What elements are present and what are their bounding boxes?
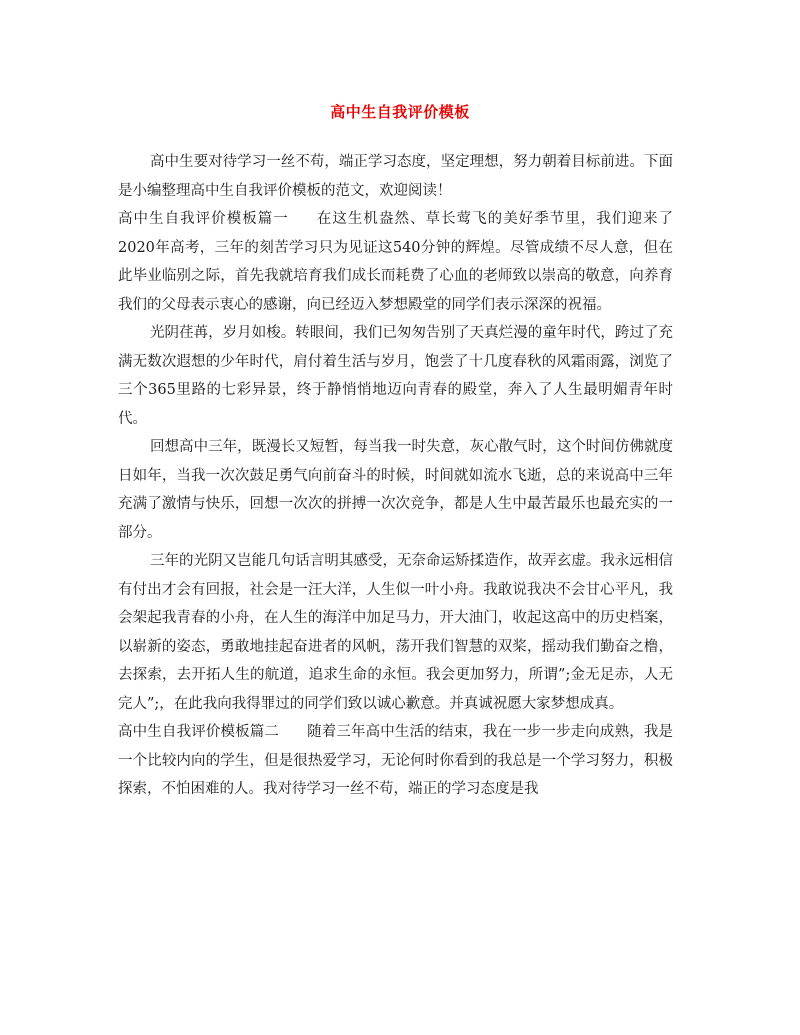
paragraph-4: 三年的光阴又岂能几句话言明其感受，无奈命运矫揉造作，故弄玄虚。我永远相信有付出才会有回报，社会是一汪大洋，人生似一叶小舟。我敢说我决不会甘心平凡，我会架起我青春的小舟，在人生的海洋中加足马力，开大油门，收起这高中的历史档案，以崭新的姿态，勇敢地挂起奋进者的风帆，荡开我们智慧的双桨，摇动我们勤奋之橹，去探索，去开拓人生的航道，追求生命的永恒。我会更加努力，所谓”;金无足赤，人无完人”;，在此我向我得罪过的同学们致以诚心歉意。并真诚祝愿大家梦想成真。	[118, 553, 673, 712]
document-body	[118, 148, 673, 804]
section-1-paragraph	[118, 205, 673, 319]
section-1-text: 在这生机盎然、草长莺飞的美好季节里，我们迎来了2020年高考，三年的刻苦学习只为见证这540分钟的辉煌。尽管成绩不尽人意，但在此毕业临别之际，首先我就培育我们成长而耗费了心血的老师致以崇高的敬意，向养育我们的父母表示衷心的感谢，向已经迈入梦想殿堂的同学们表示深深的祝福。	[118, 211, 674, 313]
paragraph-3: 回想高中三年，既漫长又短暂，每当我一时失意，灰心散气时，这个时间仿佛就度日如年，当我一次次鼓足勇气向前奋斗的时候，时间就如流水飞逝，总的来说高中三年充满了激情与快乐，回想一次次的拼搏一次次竞争，都是人生中最苦最乐也最充实的一部分。	[118, 439, 673, 541]
section-1-label: 高中生自我评价模板篇一	[118, 211, 289, 227]
section-2-text: 随着三年高中生活的结束，我在一步一步走向成熟，我是一个比较内向的学生，但是很热爱学习，无论何时你看到的我总是一个学习努力，积极探索，不怕困难的人。我对待学习一丝不苟，端正的学习态度是我	[118, 724, 674, 797]
document-title: 高中生自我评价模板	[330, 103, 470, 121]
intro-paragraph: 高中生要对待学习一丝不苟，端正学习态度，坚定理想，努力朝着目标前进。下面是小编整理高中生自我评价模板的范文，欢迎阅读！	[118, 154, 673, 199]
section-2-paragraph	[118, 718, 673, 804]
paragraph-2: 光阴荏苒，岁月如梭。转眼间，我们已匆匆告别了天真烂漫的童年时代，跨过了充满无数次遐想的少年时代，肩付着生活与岁月，饱尝了十几度春秋的风霜雨露，浏览了三个365里路的七彩异景，终于静悄悄地迈向青春的殿堂，奔入了人生最明媚青年时代。	[118, 325, 673, 427]
section-2-label: 高中生自我评价模板篇二	[118, 724, 280, 740]
